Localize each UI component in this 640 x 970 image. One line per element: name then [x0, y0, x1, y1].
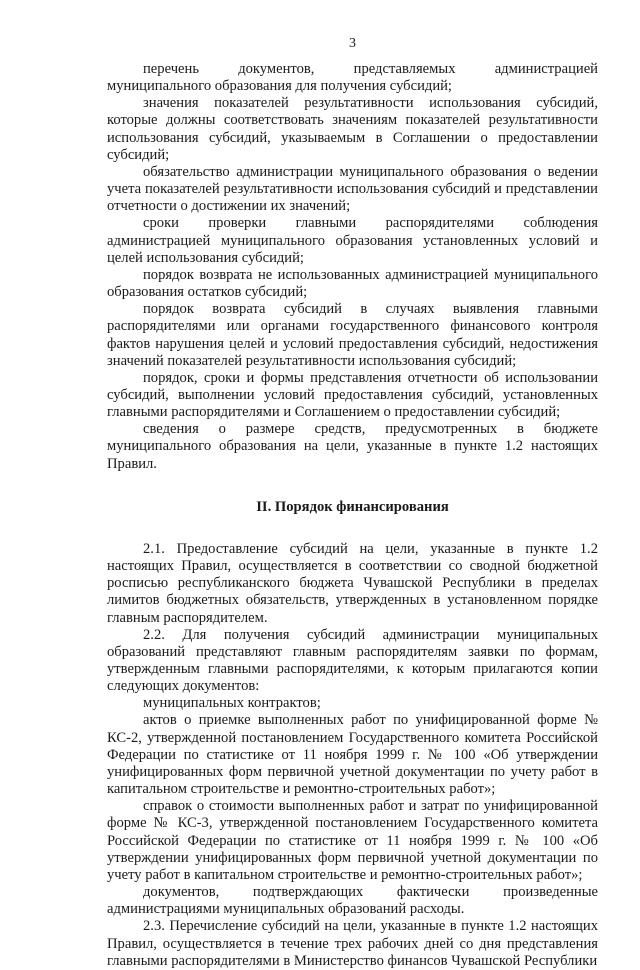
document-body: [107, 61, 598, 970]
paragraph-expense-documents: документов, подтверждающих фактически произведенные администрациями муниципальных образований расходы.: [107, 884, 598, 918]
paragraph-ks3-certificates: справок о стоимости выполненных работ и затрат по унифицированной форме № КС-3, утвержденной постановлением Государственного комитета Российской Федерации по статистике от 11 ноября 1999 г. № 100 «Об утверждении унифицированных форм первичной учетной документации по учету работ в капитальном строительстве и ремонтно-строительных работ»;: [107, 798, 598, 883]
paragraph-ks2-acts: актов о приемке выполненных работ по унифицированной форме № КС-2, утвержденной постановлением Государственного комитета Российской Федерации по статистике от 11 ноября 1999 г. № 100 «Об утверждении унифицированных форм первичной учетной документации по учету работ в капитальном строительстве и ремонтно-строительных работ»;: [107, 712, 598, 798]
paragraph-2-1: 2.1. Предоставление субсидий на цели, указанные в пункте 1.2 настоящих Правил, осуществляется в соответствии со сводной бюджетной росписью республиканского бюджета Чувашской Республики в пределах лимитов бюджетных обязательств, утвержденных в установленном порядке главным распорядителем.: [107, 540, 598, 626]
paragraph-return-violations: порядок возврата субсидий в случаях выявления главными распорядителями или органами государственного финансового контроля фактов нарушения целей и условий предоставления субсидий, недостижения значений показателей результативности использования субсидий;: [107, 301, 598, 369]
section-heading: II. Порядок финансирования: [256, 498, 449, 515]
paragraph-accounting-obligation: обязательство администрации муниципального образования о ведении учета показателей результативности использования субсидий и представлении отчетности о достижении их значений;: [107, 163, 598, 215]
paragraph-municipal-contracts: муниципальных контрактов;: [143, 695, 321, 712]
page-number: 3: [349, 36, 356, 51]
paragraph-reporting-procedure: порядок, сроки и формы представления отчетности об использовании субсидий, выполнении условий предоставления субсидий, установленных главными распорядителями и Соглашением о предоставлении субсидий;: [107, 369, 598, 421]
paragraph-performance-values: значения показателей результативности использования субсидий, которые должны соответствовать значениям показателей результативности использования субсидий, указываемым в Соглашении о предоставлении субсидий;: [107, 95, 598, 163]
paragraph-documents-list: перечень документов, представляемых администрацией муниципального образования для получения субсидий;: [107, 61, 598, 95]
paragraph-budget-funds: сведения о размере средств, предусмотренных в бюджете муниципального образования на цели, указанные в пункте 1.2 настоящих Правил.: [107, 421, 598, 472]
paragraph-2-3: 2.3. Перечисление субсидий на цели, указанные в пункте 1.2 настоящих Правил, осуществляется в течение трех рабочих дней со дня представления главными распорядителями в Министерство финансов Чувашской Республики: [107, 918, 598, 969]
document-page: [107, 0, 598, 969]
paragraph-return-unused: порядок возврата не использованных администрацией муниципального образования остатков субсидий;: [107, 266, 598, 301]
paragraph-inspection-terms: сроки проверки главными распорядителями соблюдения администрацией муниципального образования установленных условий и целей использования субсидий;: [107, 215, 598, 266]
paragraph-2-2: 2.2. Для получения субсидий администрации муниципальных образований представляют главным распорядителям заявки по формам, утвержденным главными распорядителями, к которым прилагаются копии следующих документов:: [107, 626, 598, 695]
